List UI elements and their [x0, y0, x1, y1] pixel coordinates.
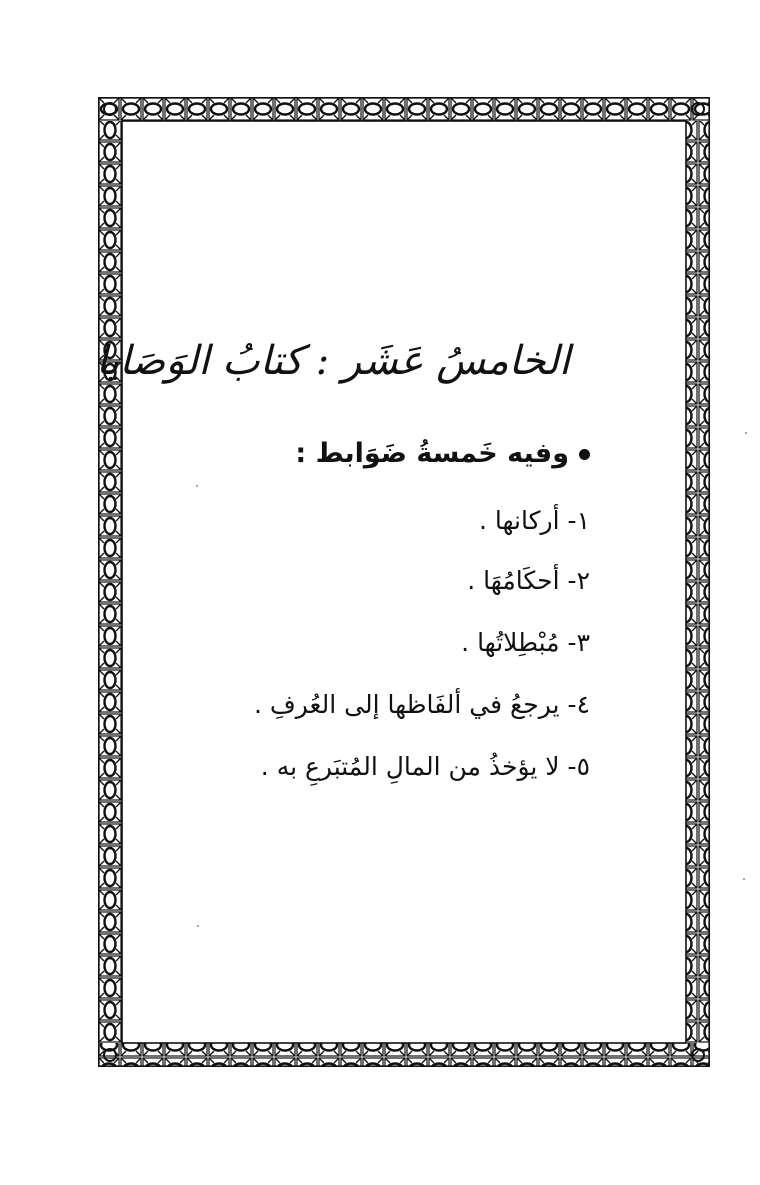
chapter-title: الخامسُ عَشَر : كتابُ الوَصَايا [95, 338, 570, 384]
rule-text: أركانها . [479, 506, 560, 535]
rule-text: مُبْطِلاتُها . [461, 628, 560, 657]
rule-text: لا يؤخذُ من المالِ المُتبَرعِ به . [260, 752, 560, 781]
rule-number: ٢- [567, 566, 590, 595]
rule-text: أحكَامُهَا . [467, 566, 560, 595]
scan-speck [743, 878, 745, 880]
list-item [479, 506, 590, 535]
rule-text: يرجعُ في ألفَاظها إلى العُرفِ . [253, 690, 560, 719]
list-item [254, 690, 590, 719]
list-item [261, 752, 590, 781]
scan-speck [197, 925, 199, 927]
section-subheading [295, 438, 590, 469]
list-item [461, 628, 590, 657]
rule-number: ٣- [567, 628, 590, 657]
scan-speck [196, 485, 198, 487]
ornamental-page-border [95, 97, 710, 1067]
bullet-icon [579, 449, 590, 460]
scan-speck [745, 432, 747, 434]
list-item [467, 566, 590, 595]
rule-number: ١- [567, 506, 590, 535]
subheading-text: وفيه خَمسةُ ضَوَابط : [295, 438, 569, 469]
rule-number: ٥- [567, 752, 590, 781]
rule-number: ٤- [567, 690, 590, 719]
